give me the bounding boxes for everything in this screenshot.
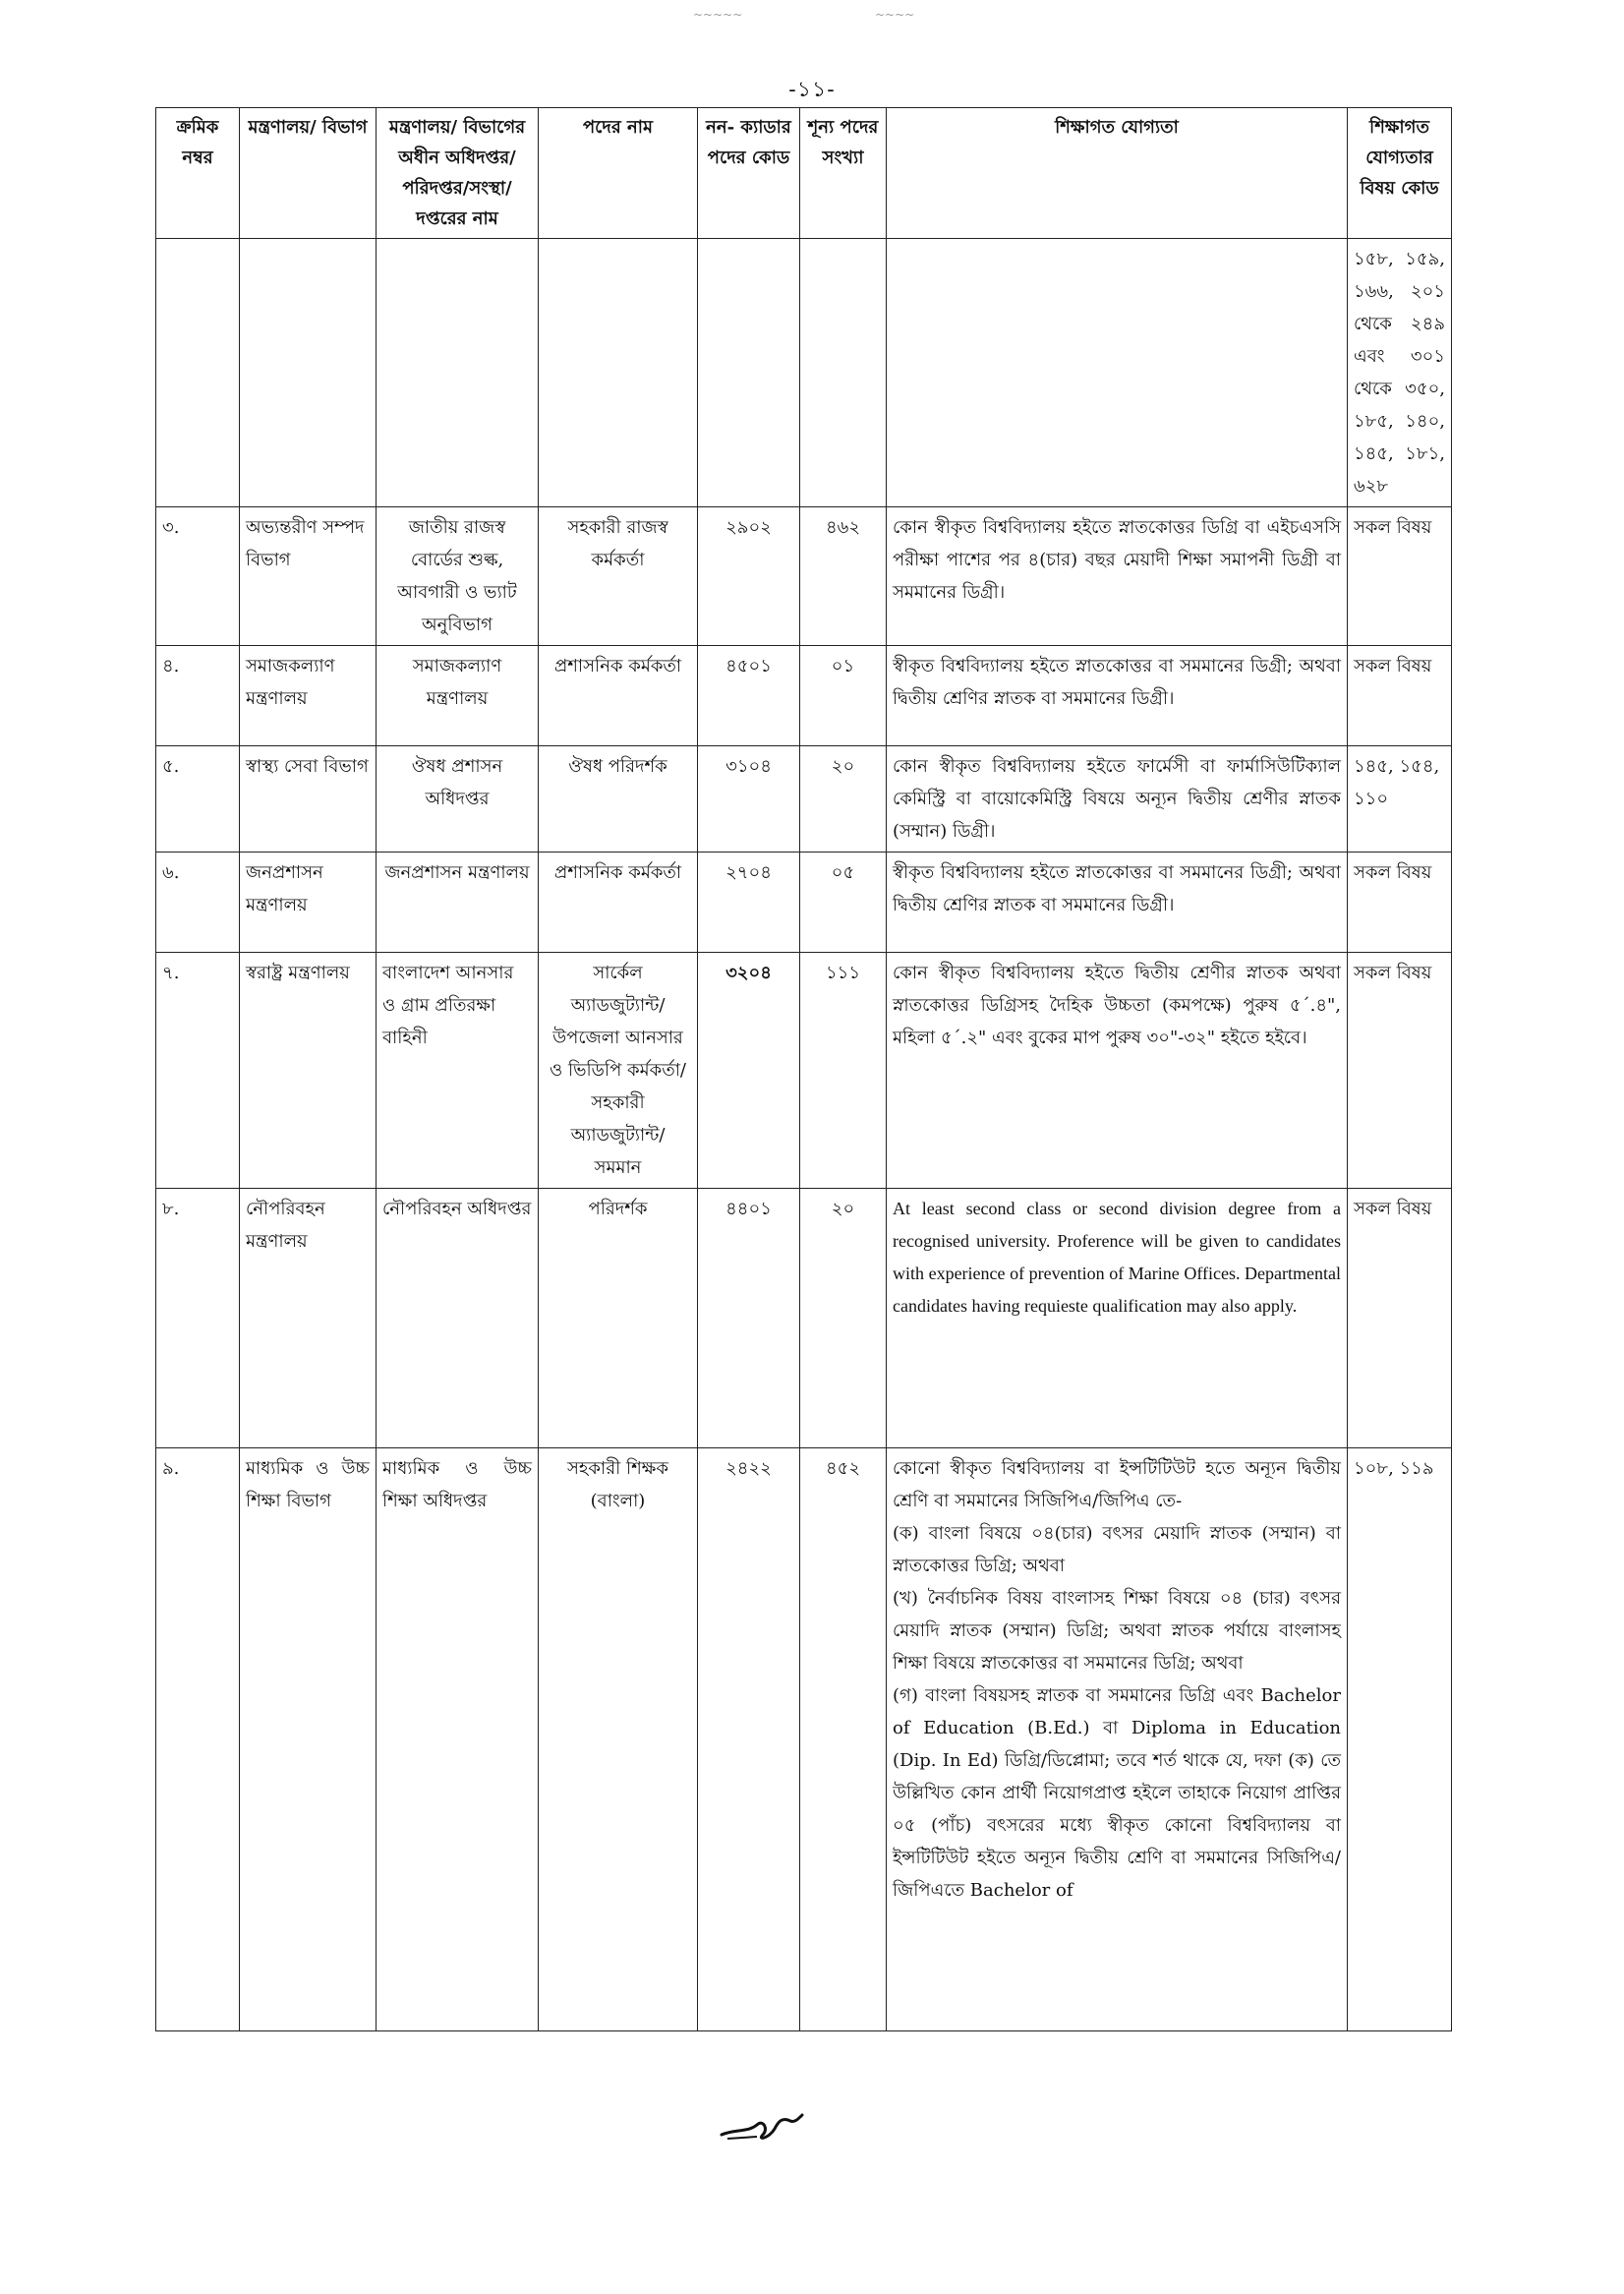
- scan-mark: ~~~~~: [693, 8, 743, 22]
- header-qualification: শিক্ষাগত যোগ্যতা: [887, 108, 1348, 239]
- qualification-line: (গ) বাংলা বিষয়সহ স্নাতক বা সমমানের ডিগ্রি এবং Bachelor of Education (B.Ed.) বা Diploma in Education (Dip. In Ed) ডিগ্রি/ডিপ্লোমা; তবে শর্ত থাকে যে, দফা (ক) তে উল্লিখিত কোন প্রার্থী নিয়োগপ্রাপ্ত হইলে তাহাকে নিয়োগ প্রাপ্তির ০৫ (পাঁচ) বৎসরের মধ্যে স্বীকৃত কোনো বিশ্ববিদ্যালয় বা ইন্সটিটিউট হইতে অন্যূন দ্বিতীয় শ্রেণি বা সমমানের সিজিপিএ/জিপিএতে Bachelor of: [893, 1685, 1341, 1901]
- table-row: [156, 953, 1452, 1189]
- vacancy-cell: ২০: [800, 746, 887, 853]
- table-row: [156, 507, 1452, 646]
- table-header-row: [156, 108, 1452, 239]
- qualification-line: (খ) নৈর্বাচনিক বিষয় বাংলাসহ শিক্ষা বিষয়ে ০৪ (চার) বৎসর মেয়াদি স্নাতক (সম্মান) ডিগ্রি; অথবা স্নাতক পর্যায়ে বাংলাসহ শিক্ষা বিষয়ে স্নাতকোত্তর বা সমমানের ডিগ্রি; অথবা: [893, 1588, 1341, 1674]
- qualification-line: কোনো স্বীকৃত বিশ্ববিদ্যালয় বা ইন্সটিটিউট হতে অন্যূন দ্বিতীয় শ্রেণি বা সমমানের সিজিপিএ/জিপিএ তে-: [893, 1458, 1341, 1511]
- table-row: [156, 646, 1452, 746]
- serial-cell: ৪.: [156, 646, 240, 746]
- code-cell: ২৯০২: [698, 507, 800, 646]
- subject-code-cell: সকল বিষয়: [1348, 953, 1452, 1189]
- department-cell: জনপ্রশাসন মন্ত্রণালয়: [377, 853, 539, 953]
- code-cell: ৪৫০১: [698, 646, 800, 746]
- subject-code-cell: সকল বিষয়: [1348, 507, 1452, 646]
- header-serial: ক্রমিক নম্বর: [156, 108, 240, 239]
- ministry-cell: স্বরাষ্ট্র মন্ত্রণালয়: [240, 953, 377, 1189]
- table-row: [156, 1189, 1452, 1448]
- ministry-cell: স্বাস্থ্য সেবা বিভাগ: [240, 746, 377, 853]
- qualification-cell: At least second class or second division degree from a recognised university. Proference will be given to candidates with experience of prevention of Marine Offices. Departmental candidates having requieste qualification may also apply.: [887, 1189, 1348, 1448]
- post-cell: সহকারী শিক্ষক (বাংলা): [539, 1448, 698, 2031]
- post-cell: ঔষধ পরিদর্শক: [539, 746, 698, 853]
- table-row: [156, 853, 1452, 953]
- serial-cell: ৭.: [156, 953, 240, 1189]
- qualification-cell: স্বীকৃত বিশ্ববিদ্যালয় হইতে স্নাতকোত্তর বা সমমানের ডিগ্রী; অথবা দ্বিতীয় শ্রেণির স্নাতক বা সমমানের ডিগ্রী।: [887, 646, 1348, 746]
- subject-code-cell: সকল বিষয়: [1348, 646, 1452, 746]
- qualification-cell: [887, 1448, 1348, 2031]
- ministry-cell: মাধ্যমিক ও উচ্চ শিক্ষা বিভাগ: [240, 1448, 377, 2031]
- header-post: পদের নাম: [539, 108, 698, 239]
- subject-code-cell: ১৪৫, ১৫৪, ১১০: [1348, 746, 1452, 853]
- code-cell: ২৭০৪: [698, 853, 800, 953]
- code-cell: ২৪২২: [698, 1448, 800, 2031]
- header-vacancy: শূন্য পদের সংখ্যা: [800, 108, 887, 239]
- post-cell: সহকারী রাজস্ব কর্মকর্তা: [539, 507, 698, 646]
- code-cell: ৪৪০১: [698, 1189, 800, 1448]
- serial-cell: ৫.: [156, 746, 240, 853]
- serial-cell: ৩.: [156, 507, 240, 646]
- qualification-cell: কোন স্বীকৃত বিশ্ববিদ্যালয় হইতে স্নাতকোত্তর ডিগ্রি বা এইচএসসি পরীক্ষা পাশের পর ৪(চার) বছর মেয়াদী শিক্ষা সমাপনী ডিগ্রী বা সমমানের ডিগ্রী।: [887, 507, 1348, 646]
- page-number: -১১-: [788, 78, 836, 102]
- serial-cell: ৮.: [156, 1189, 240, 1448]
- header-code: নন- ক্যাডার পদের কোড: [698, 108, 800, 239]
- department-cell: ঔষধ প্রশাসন অধিদপ্তর: [377, 746, 539, 853]
- subject-code-cell: সকল বিষয়: [1348, 1189, 1452, 1448]
- qualification-line: (ক) বাংলা বিষয়ে ০৪(চার) বৎসর মেয়াদি স্নাতক (সম্মান) বা স্নাতকোত্তর ডিগ্রি; অথবা: [893, 1523, 1341, 1576]
- ministry-cell: জনপ্রশাসন মন্ত্রণালয়: [240, 853, 377, 953]
- header-ministry: মন্ত্রণালয়/ বিভাগ: [240, 108, 377, 239]
- department-cell: জাতীয় রাজস্ব বোর্ডের শুল্ক, আবগারী ও ভ্যাট অনুবিভাগ: [377, 507, 539, 646]
- code-cell: ৩১০৪: [698, 746, 800, 853]
- ministry-cell: অভ্যন্তরীণ সম্পদ বিভাগ: [240, 507, 377, 646]
- table-row: [156, 1448, 1452, 2031]
- header-department: মন্ত্রণালয়/ বিভাগের অধীন অধিদপ্তর/ পরিদপ্তর/সংস্থা/ দপ্তরের নাম: [377, 108, 539, 239]
- qualification-cell: কোন স্বীকৃত বিশ্ববিদ্যালয় হইতে ফার্মেসী বা ফার্মাসিউটিক্যাল কেমিস্ট্রি বা বায়োকেমিস্ট্রি বিষয়ে অন্যূন দ্বিতীয় শ্রেণীর স্নাতক (সম্মান) ডিগ্রী।: [887, 746, 1348, 853]
- qualification-cell: স্বীকৃত বিশ্ববিদ্যালয় হইতে স্নাতকোত্তর বা সমমানের ডিগ্রী; অথবা দ্বিতীয় শ্রেণির স্নাতক বা সমমানের ডিগ্রী।: [887, 853, 1348, 953]
- vacancy-cell: ০১: [800, 646, 887, 746]
- ministry-cell: নৌপরিবহন মন্ত্রণালয়: [240, 1189, 377, 1448]
- table-row-continuation: [156, 239, 1452, 507]
- ministry-cell: সমাজকল্যাণ মন্ত্রণালয়: [240, 646, 377, 746]
- header-subject-code: শিক্ষাগত যোগ্যতার বিষয় কোড: [1348, 108, 1452, 239]
- department-cell: মাধ্যমিক ও উচ্চ শিক্ষা অধিদপ্তর: [377, 1448, 539, 2031]
- vacancy-cell: ১১১: [800, 953, 887, 1189]
- vacancy-cell: ৪৫২: [800, 1448, 887, 2031]
- department-cell: বাংলাদেশ আনসার ও গ্রাম প্রতিরক্ষা বাহিনী: [377, 953, 539, 1189]
- serial-cell: ৬.: [156, 853, 240, 953]
- post-cell: প্রশাসনিক কর্মকর্তা: [539, 853, 698, 953]
- vacancy-cell: ৪৬২: [800, 507, 887, 646]
- subject-code-cell: সকল বিষয়: [1348, 853, 1452, 953]
- post-cell: পরিদর্শক: [539, 1189, 698, 1448]
- scan-mark: ~~~~: [875, 8, 915, 22]
- department-cell: সমাজকল্যাণ মন্ত্রণালয়: [377, 646, 539, 746]
- qualification-cell: কোন স্বীকৃত বিশ্ববিদ্যালয় হইতে দ্বিতীয় শ্রেণীর স্নাতক অথবা স্নাতকোত্তর ডিগ্রিসহ দৈহিক উচ্চতা (কমপক্ষে) পুরুষ ৫´.৪", মহিলা ৫´.২" এবং বুকের মাপ পুরুষ ৩০"-৩২" হইতে হইবে।: [887, 953, 1348, 1189]
- department-cell: নৌপরিবহন অধিদপ্তর: [377, 1189, 539, 1448]
- table-row: [156, 746, 1452, 853]
- serial-cell: ৯.: [156, 1448, 240, 2031]
- vacancy-cell: ০৫: [800, 853, 887, 953]
- vacancy-cell: ২০: [800, 1189, 887, 1448]
- signature-icon: [718, 2099, 806, 2148]
- post-cell: প্রশাসনিক কর্মকর্তা: [539, 646, 698, 746]
- post-cell: সার্কেল অ্যাডজুট্যান্ট/ উপজেলা আনসার ও ভিডিপি কর্মকর্তা/ সহকারী অ্যাডজুট্যান্ট/ সমমান: [539, 953, 698, 1189]
- vacancy-table: [155, 107, 1452, 2031]
- subject-code-cell: ১৫৮, ১৫৯, ১৬৬, ২০১ থেকে ২৪৯ এবং ৩০১ থেকে ৩৫০, ১৮৫, ১৪০, ১৪৫, ১৮১, ৬২৮: [1348, 239, 1452, 507]
- code-cell: ৩২০৪: [698, 953, 800, 1189]
- subject-code-cell: ১০৮, ১১৯: [1348, 1448, 1452, 2031]
